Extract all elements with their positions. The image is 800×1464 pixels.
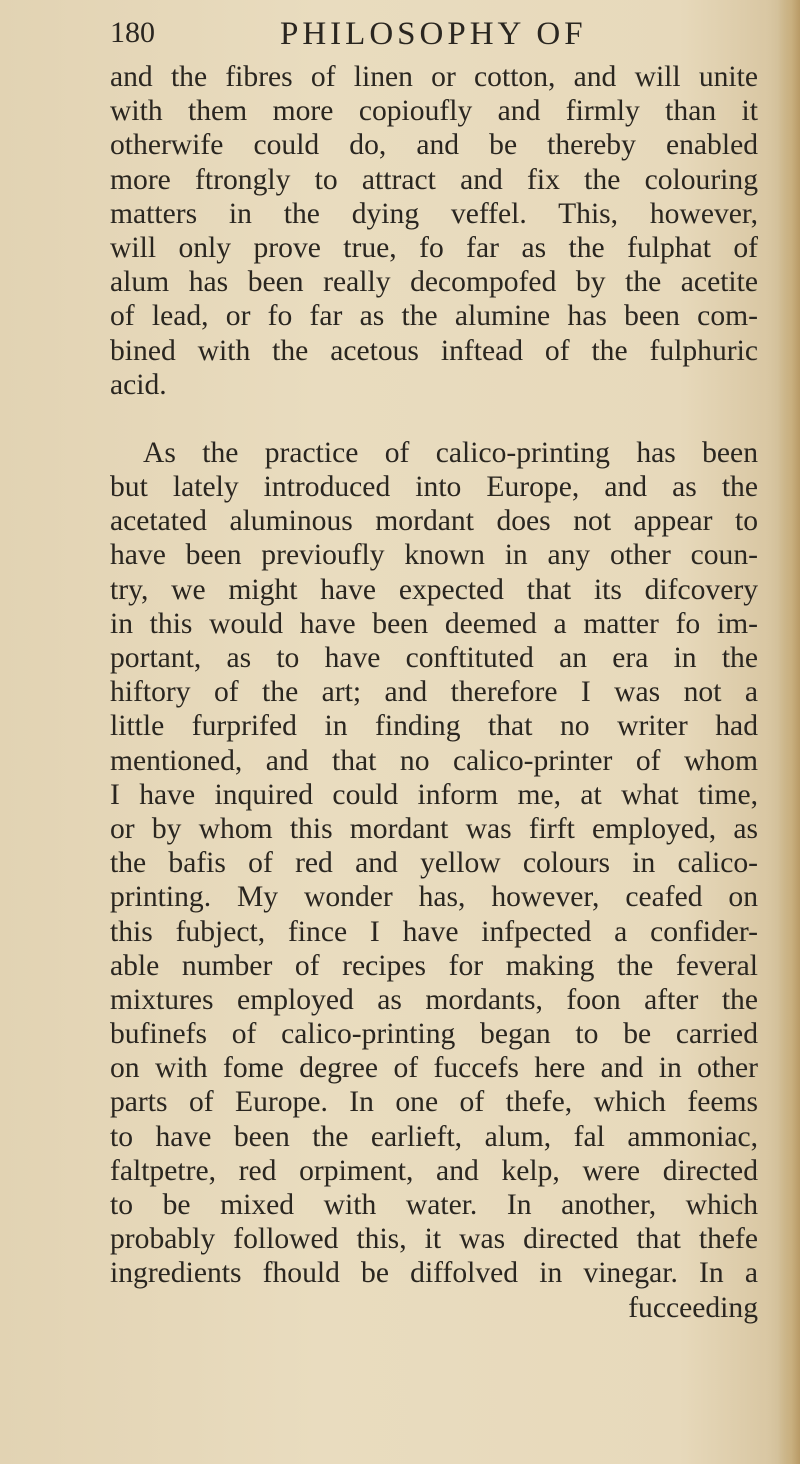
text-line: the bafis of red and yellow colours in calico- [110,847,758,880]
text-line: bufinefs of calico-printing began to be carried [110,1018,758,1051]
text-line: in this would have been deemed a matter fo im- [110,607,758,640]
text-line: this fubject, fince I have infpected a confider- [110,915,758,948]
text-line: on with fome degree of fuccefs here and in other [110,1052,758,1085]
running-head: PHILOSOPHY OF [280,16,587,52]
text-line: As the practice of calico-printing has been [143,436,758,469]
text-line: and the fibres of linen or cotton, and will unite [110,61,758,93]
text-line: acid. [110,368,167,401]
text-line: portant, as to have conftituted an era in the [110,642,758,674]
text-line: ingredients fhould be diffolved in vinegar. In a [110,1257,758,1290]
text-line: but lately introduced into Europe, and as the [110,471,758,504]
paragraph-1 [110,60,758,402]
text-line: probably followed this, it was directed that thefe [110,1223,758,1256]
text-line: have been previoufly known in any other coun- [110,539,758,572]
catchword: fucceeding [628,1291,758,1324]
text-line: bined with the acetous inftead of the fulphuric [110,334,758,367]
page-header [110,16,750,60]
text-line: to have been the earlieft, alum, fal ammoniac, [110,1120,758,1153]
text-line: will only prove true, fo far as the fulphat of [110,231,758,264]
text-line: mentioned, and that no calico-printer of whom [110,744,758,777]
text-line: I have inquired could inform me, at what time, [110,778,758,811]
text-line: little furprifed in finding that no writer had [110,710,758,743]
text-line: with them more copioufly and firmly than it [110,95,758,128]
page-number: 180 [110,16,155,49]
text-line: to be mixed with water. In another, which [110,1189,758,1221]
paragraph-gap [110,402,758,436]
text-line: acetated aluminous mordant does not appear to [110,505,758,538]
text-line: able number of recipes for making the feveral [110,949,758,982]
page-edge-shadow [778,0,800,1464]
text-line: faltpetre, red orpiment, and kelp, were directed [110,1154,758,1187]
text-line: hiftory of the art; and therefore I was not a [110,676,758,709]
text-line: mixtures employed as mordants, foon after the [110,983,758,1016]
text-line: more ftrongly to attract and fix the colouring [110,163,758,196]
text-line: otherwife could do, and be thereby enabled [110,129,758,162]
text-line: matters in the dying veffel. This, however, [110,197,758,230]
text-line: printing. My wonder has, however, ceafed on [110,881,758,914]
text-line: parts of Europe. In one of thefe, which feems [110,1086,758,1119]
text-line: of lead, or fo far as the alumine has been com- [110,300,758,333]
body-text [110,60,758,1325]
text-line: try, we might have expected that its difcovery [110,573,758,606]
paragraph-2 [110,436,758,1291]
text-line: or by whom this mordant was firft employed, as [110,812,758,845]
text-line: alum has been really decompofed by the acetite [110,266,758,299]
